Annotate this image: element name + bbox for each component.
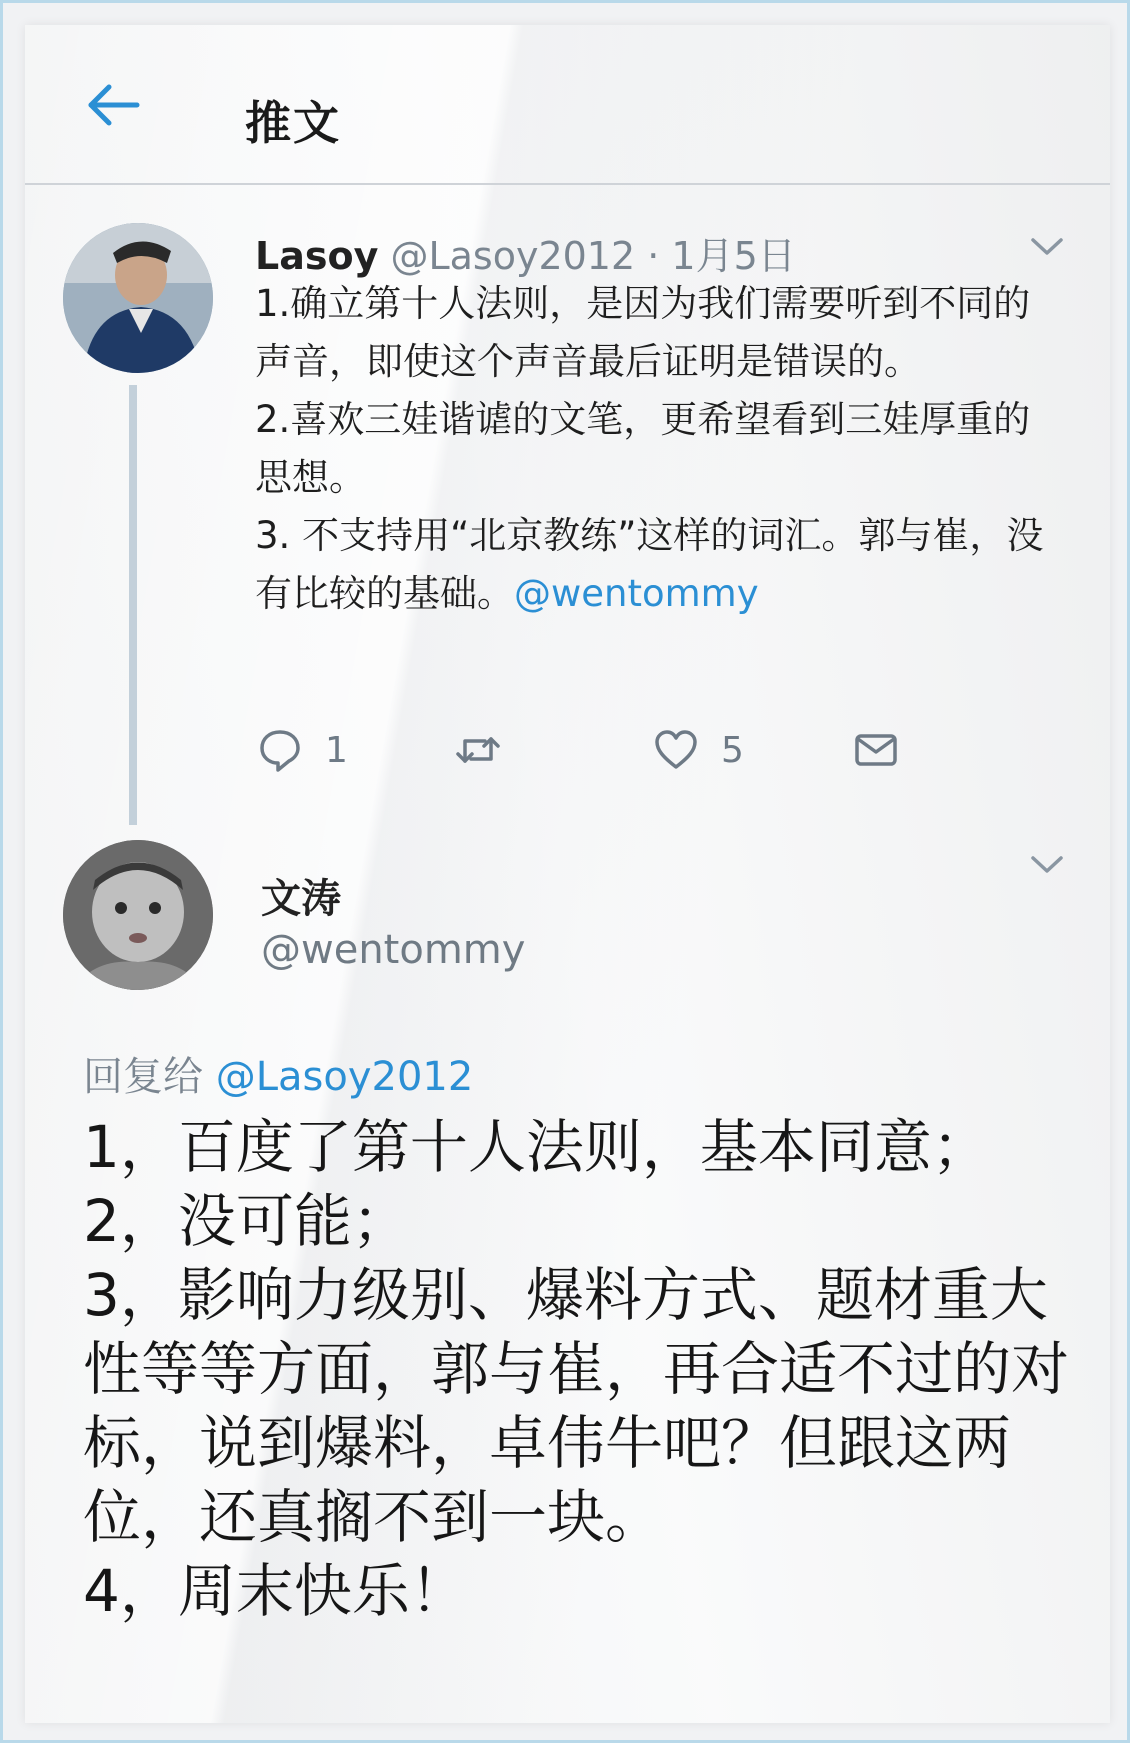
tweet1-line: 2.喜欢三娃谐谑的文笔，更希望看到三娃厚重的思想。 <box>255 398 1031 499</box>
tweet1-author-handle[interactable]: @Lasoy2012 <box>390 234 636 278</box>
tweet2-author-name[interactable]: 文涛 <box>261 876 341 922</box>
wentommy-avatar[interactable] <box>63 840 213 990</box>
tweet1-date[interactable]: 1月5日 <box>671 234 796 278</box>
back-arrow-icon[interactable] <box>83 80 143 130</box>
chevron-down-icon[interactable] <box>1030 237 1064 257</box>
tweet1-line: 3. 不支持用“北京教练”这样的词汇。郭与崔，没有比较的基础。@wentommy <box>255 514 1044 615</box>
retweet-button[interactable] <box>455 725 523 775</box>
mail-icon <box>853 727 899 773</box>
page-title: 推文 <box>245 96 341 150</box>
replying-to <box>83 1045 473 1102</box>
heart-icon <box>653 727 699 773</box>
tweet1-line: 1.确立第十人法则，是因为我们需要听到不同的声音，即使这个声音最后证明是错误的。 <box>255 282 1031 383</box>
tweet2-line: 4，周末快乐！ <box>83 1557 468 1625</box>
lasoy-avatar[interactable] <box>63 223 213 373</box>
direct-message-button[interactable] <box>853 725 921 775</box>
meta-separator: · <box>635 234 672 278</box>
like-button[interactable] <box>653 725 744 775</box>
tweet2-author-handle[interactable]: @wentommy <box>261 927 526 973</box>
thread-line <box>129 385 137 825</box>
tweet-page <box>25 25 1110 1723</box>
like-count: 5 <box>721 729 744 771</box>
reply-label: 回复给 <box>83 1054 203 1100</box>
mention-link[interactable]: @wentommy <box>514 572 759 615</box>
tweet2-text <box>83 1110 1093 1628</box>
app-header <box>25 25 1110 185</box>
tweet2-line: 2，没可能； <box>83 1187 410 1255</box>
reply-to-handle[interactable]: @Lasoy2012 <box>215 1054 474 1100</box>
reply-button[interactable] <box>257 725 348 775</box>
tweet1-author-name[interactable]: Lasoy <box>255 234 379 278</box>
tweet1-header <box>255 225 796 280</box>
tweet2-line: 1，百度了第十人法则，基本同意； <box>83 1113 990 1181</box>
comment-icon <box>257 727 303 773</box>
reply-count: 1 <box>325 729 348 771</box>
tweet1-text <box>255 275 1055 623</box>
chevron-down-icon[interactable] <box>1030 855 1064 875</box>
retweet-icon <box>455 727 501 773</box>
tweet2-line: 3，影响力级别、爆料方式、题材重大性等等方面，郭与崔，再合适不过的对标，说到爆料，卓伟牛吧？但跟这两位，还真搁不到一块。 <box>83 1261 1070 1551</box>
